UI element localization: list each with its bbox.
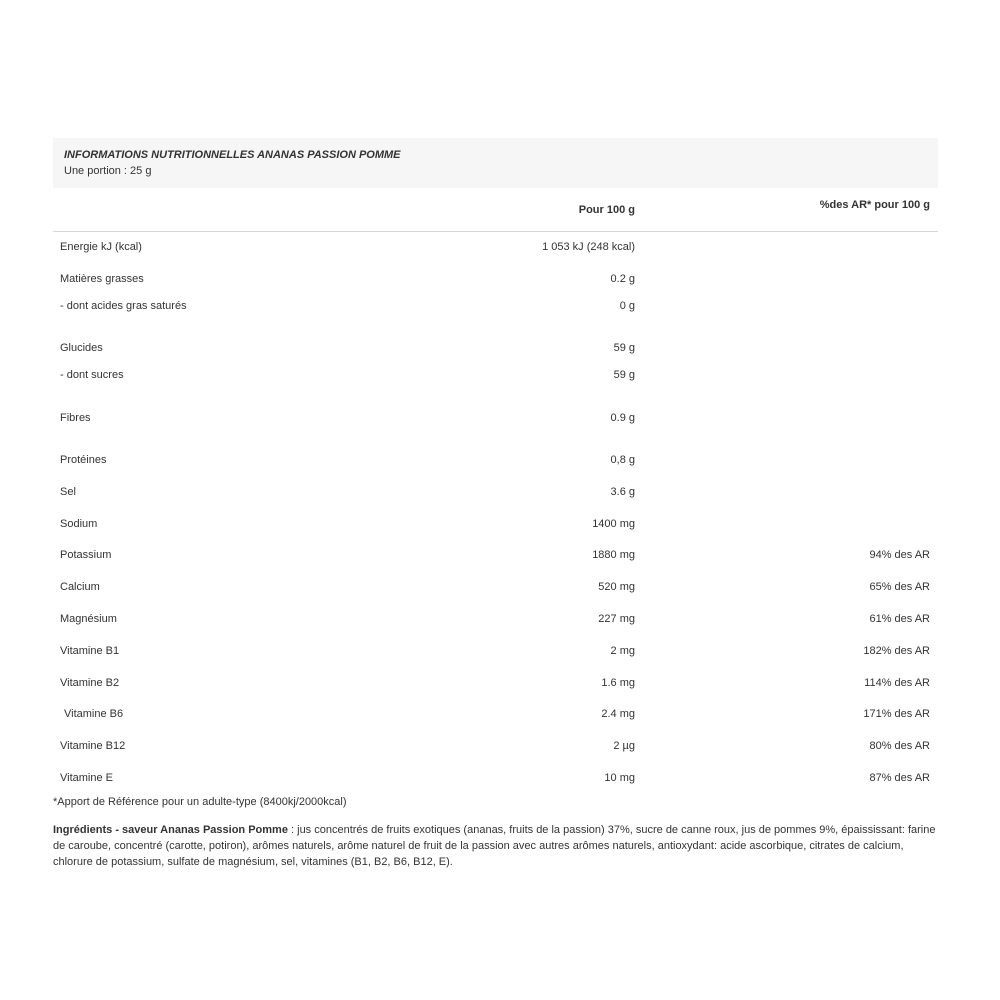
- nutrient-label: Vitamine B1: [60, 645, 120, 657]
- nutrient-label: Calcium: [60, 581, 100, 593]
- nutrition-row: [53, 708, 938, 724]
- nutrient-value: 2.4 mg: [601, 708, 635, 720]
- nutrition-row: [53, 740, 938, 756]
- header-divider: [53, 231, 938, 232]
- nutrient-label: - dont sucres: [60, 369, 124, 381]
- nutrient-value: 59 g: [613, 369, 635, 381]
- ingredients-label: Ingrédients - saveur Ananas Passion Pomme: [53, 824, 288, 836]
- nutrition-row: [53, 369, 938, 385]
- reference-intake-footnote: *Apport de Référence pour un adulte-type (8400kj/2000kcal): [53, 796, 347, 808]
- nutrient-reference-intake: 114% des AR: [864, 677, 930, 689]
- nutrient-reference-intake: 171% des AR: [863, 708, 930, 720]
- nutrient-label: Magnésium: [60, 613, 117, 625]
- nutrition-row: [53, 549, 938, 565]
- nutrition-row: [53, 273, 938, 289]
- nutrient-label: Sel: [60, 486, 76, 498]
- nutrition-row: [53, 486, 938, 502]
- nutrient-label: Vitamine B6: [64, 708, 124, 720]
- nutrient-reference-intake: 94% des AR: [869, 549, 930, 561]
- nutrient-value: 0.2 g: [610, 273, 635, 285]
- nutrient-value: 227 mg: [598, 613, 635, 625]
- nutrition-row: [53, 454, 938, 470]
- nutrition-title: INFORMATIONS NUTRITIONNELLES ANANAS PASSION POMME: [64, 149, 401, 161]
- ingredients-text: : jus concentrés de fruits exotiques (ananas, fruits de la passion) 37%, sucre de canne roux, jus de pommes 9%, épaississant: farine de caroube, concentré (carotte, potiron), arômes naturels, arôme naturel de fruit de la passion avec autres arômes naturels, antioxydant: acide ascorbique, citrates de calcium, chlorure de potassium, sulfate de magnésium, sel, vitamines (B1, B2, B6, B12, E).: [53, 824, 936, 868]
- nutrient-reference-intake: 182% des AR: [863, 645, 930, 657]
- nutrient-reference-intake: 65% des AR: [869, 581, 930, 593]
- nutrient-value: 1400 mg: [592, 518, 635, 530]
- nutrient-value: 1 053 kJ (248 kcal): [542, 241, 635, 253]
- column-header-reference-intake: %des AR* pour 100 g: [819, 199, 930, 211]
- nutrient-value: 2 µg: [613, 740, 635, 752]
- nutrient-value: 3.6 g: [610, 486, 635, 498]
- nutrition-row: [53, 645, 938, 661]
- nutrient-label: Potassium: [60, 549, 112, 561]
- nutrient-value: 0 g: [619, 300, 635, 312]
- portion-size: Une portion : 25 g: [64, 165, 152, 177]
- nutrition-row: [53, 581, 938, 597]
- nutrient-value: 10 mg: [604, 772, 635, 784]
- nutrient-value: 1.6 mg: [601, 677, 635, 689]
- nutrient-value: 0,8 g: [610, 454, 635, 466]
- nutrient-reference-intake: 87% des AR: [869, 772, 930, 784]
- nutrient-value: 1880 mg: [592, 549, 635, 561]
- nutrient-value: 2 mg: [610, 645, 635, 657]
- nutrient-label: Vitamine E: [60, 772, 113, 784]
- nutrition-row: [53, 677, 938, 693]
- nutrition-row: [53, 300, 938, 316]
- nutrient-label: Vitamine B12: [60, 740, 126, 752]
- nutrient-label: Vitamine B2: [60, 677, 120, 689]
- nutrient-label: Energie kJ (kcal): [60, 241, 142, 253]
- nutrition-row: [53, 241, 938, 257]
- nutrient-value: 0.9 g: [610, 412, 635, 424]
- nutrient-label: Protéines: [60, 454, 107, 466]
- nutrient-value: 59 g: [613, 342, 635, 354]
- nutrition-row: [53, 613, 938, 629]
- nutrition-row: [53, 412, 938, 428]
- column-header-per-100g: Pour 100 g: [578, 204, 635, 216]
- nutrient-reference-intake: 80% des AR: [869, 740, 930, 752]
- nutrition-row: [53, 518, 938, 534]
- nutrient-reference-intake: 61% des AR: [869, 613, 930, 625]
- nutrient-label: Fibres: [60, 412, 91, 424]
- ingredients-paragraph: [53, 822, 938, 870]
- nutrient-label: - dont acides gras saturés: [60, 300, 187, 312]
- nutrition-row: [53, 772, 938, 788]
- nutrition-header: [53, 138, 938, 188]
- nutrition-row: [53, 342, 938, 358]
- nutrient-value: 520 mg: [598, 581, 635, 593]
- nutrient-label: Glucides: [60, 342, 103, 354]
- nutrient-label: Matières grasses: [60, 273, 144, 285]
- nutrient-label: Sodium: [60, 518, 98, 530]
